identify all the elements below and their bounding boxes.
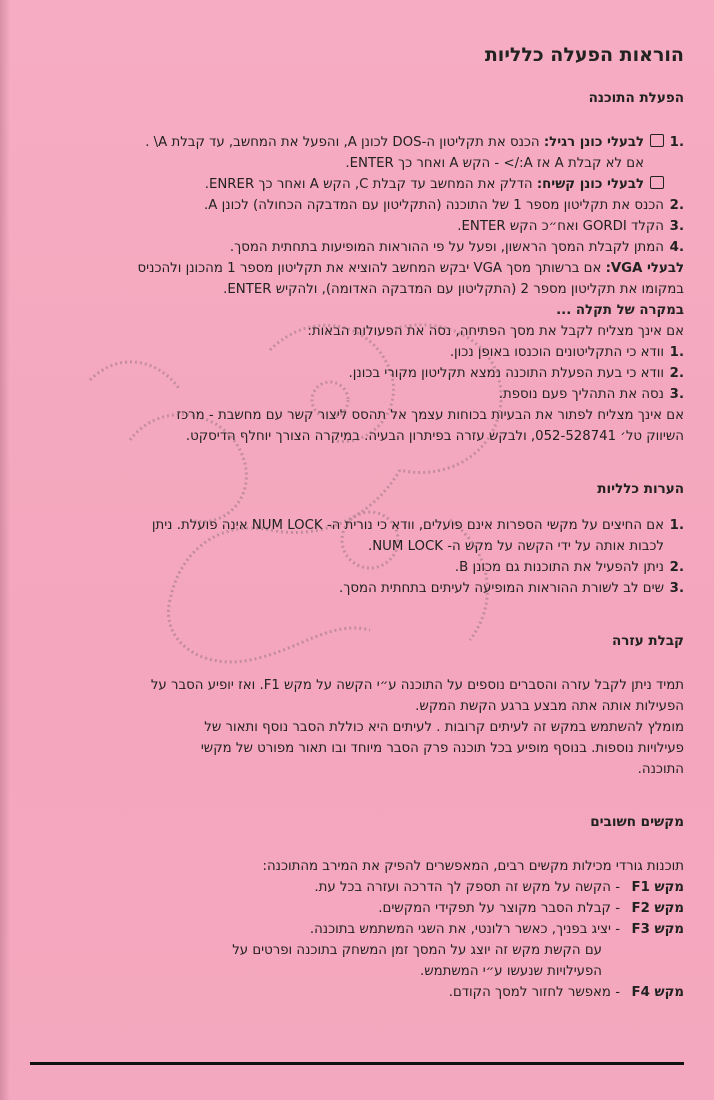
step-4: .4 המתן לקבלת המסך הראשון, ופעל על פי ההוראות המופיעות בתחתית המסך. (229, 240, 684, 255)
keys-list (32, 856, 684, 1003)
fault-steps (32, 342, 684, 405)
key-f4: מקש F4 - מאפשר לחזור למסך הקודם. (448, 985, 684, 1000)
key-f3-cont: עם הקשת מקש זה יוצג על המסך זמן המשחק בתוכנה ופרטים על (232, 943, 602, 958)
fault-intro: אם אינך מצליח לקבל את מסך הפתיחה, נסה את הפעולות הבאות: (307, 324, 684, 339)
help-heading: קבלת עזרה (611, 633, 684, 649)
fault-1: .1 וודא כי התקליטונים הוכנסו באופן נכון. (449, 345, 684, 360)
step-3: .3 הקלד GORDI ואח״כ הקש ENTER. (457, 219, 684, 234)
fault-3: .3 נסה את התהליך פעם נוספת. (498, 387, 684, 402)
help-p2b: פעילויות נוספות. בנוסף מופיע בכל תוכנה פרק הסבר מיוחד ובו תאור מפורט של מקשי (200, 741, 684, 756)
help-p2c: התוכנה. (637, 762, 684, 777)
help-p1: תמיד ניתן לקבל עזרה והסברים נוספים על התוכנה ע״י הקשה על מקש F1. ואז יופיע הסבר על (150, 678, 684, 693)
bottom-rule (30, 1062, 684, 1065)
page-title: הוראות הפעלה כלליות (484, 44, 684, 66)
help-p1b: הפעילות אותה אתה מבצע ברגע הקשת המקש. (415, 699, 684, 714)
checkbox-icon (650, 176, 664, 189)
fault-2: .2 וודא כי בעת הפעלת התוכנה נמצא תקליטון מקורי בכונן. (348, 366, 684, 381)
keys-heading: מקשים חשובים (590, 814, 684, 830)
notes-heading: הערות כלליות (597, 481, 684, 497)
activation-steps (32, 132, 684, 258)
activation-heading: הפעלת התוכנה (588, 90, 684, 106)
step-2: .2 הכנס את תקליטון מספר 1 של התוכנה (התקליטון עם המדבקה הכחולה) לכונן A. (204, 198, 684, 213)
keys-intro: תוכנות גורדי מכילות מקשים רבים, המאפשרים להפיק את המירב מהתוכנה: (262, 859, 684, 874)
step-1-sub: אם לא קבלת A אז A:/> - הקש A ואחר כך ENTER. (345, 156, 644, 171)
vga-note-2: במקומו את תקליטון מספר 2 (התקליטון עם המדבקה האדומה), ולהקיש ENTER. (223, 282, 684, 297)
checkbox-icon (650, 134, 664, 147)
key-f3-cont-2: הפעילויות שנעשו ע״י המשתמש. (419, 964, 602, 979)
note-1: .1 אם החיצים על מקשי הספרות אינם פועלים, וודא כי נורית ה- NUM LOCK אינה פועלת. ניתן לכבות אותה על ידי הקשה על מקש ה- NUM LOCK. (151, 518, 684, 554)
note-3: .3 שים לב לשורת ההוראות המופיעה לעיתים בתחתית המסך. (339, 581, 684, 596)
vga-note: לבעלי VGA: אם ברשותך מסך VGA יבקש המחשב להוציא את תקליטון מספר 1 מהכונן ולהכניס (137, 261, 684, 276)
fault-outro-2: השיווק טל׳ 052-528741, ולבקש עזרה בפיתרון הבעיה. במיקרה הצורך יוחלף הדיסקט. (185, 429, 684, 444)
help-p2: מומלץ להשתמש במקש זה לעיתים קרובות . לעיתים היא כוללת הסבר נוסף ותאור של (204, 720, 684, 735)
key-f1: מקש F1 - הקשה על מקש זה תספק לך הדרכה ועזרה בכל עת. (314, 880, 684, 895)
notes-list (32, 515, 684, 599)
step-1b: לבעלי כונן קשיח: הדלק את המחשב עד קבלת C, הקש A ואחר כך ENRER. (32, 174, 684, 195)
page-edge-shadow (0, 0, 10, 1100)
key-f2: מקש F2 - קבלת הסבר מקוצר על תפקידי המקשים. (378, 901, 684, 916)
step-1: .1 לבעלי כונן רגיל: הכנס את תקליטון ה-DOS לכונן A, והפעל את המחשב, עד קבלת A\ . אם לא קבלת A אז A:/> - הקש A ואחר כך ENTER. (32, 132, 684, 174)
key-f3: מקש F3 - יציג בפניך, כאשר רלונטי, את השגי המשתמש בתוכנה. (309, 922, 684, 937)
fault-outro: אם אינך מצליח לפתור את הבעיות בכוחות עצמך אל תהסס ליצור קשר עם מחשבת - מרכז (176, 408, 684, 423)
note-2: .2 ניתן להפעיל את התוכנות גם מכונן B. (454, 560, 684, 575)
fault-heading: במקרה של תקלה ... (556, 303, 684, 318)
